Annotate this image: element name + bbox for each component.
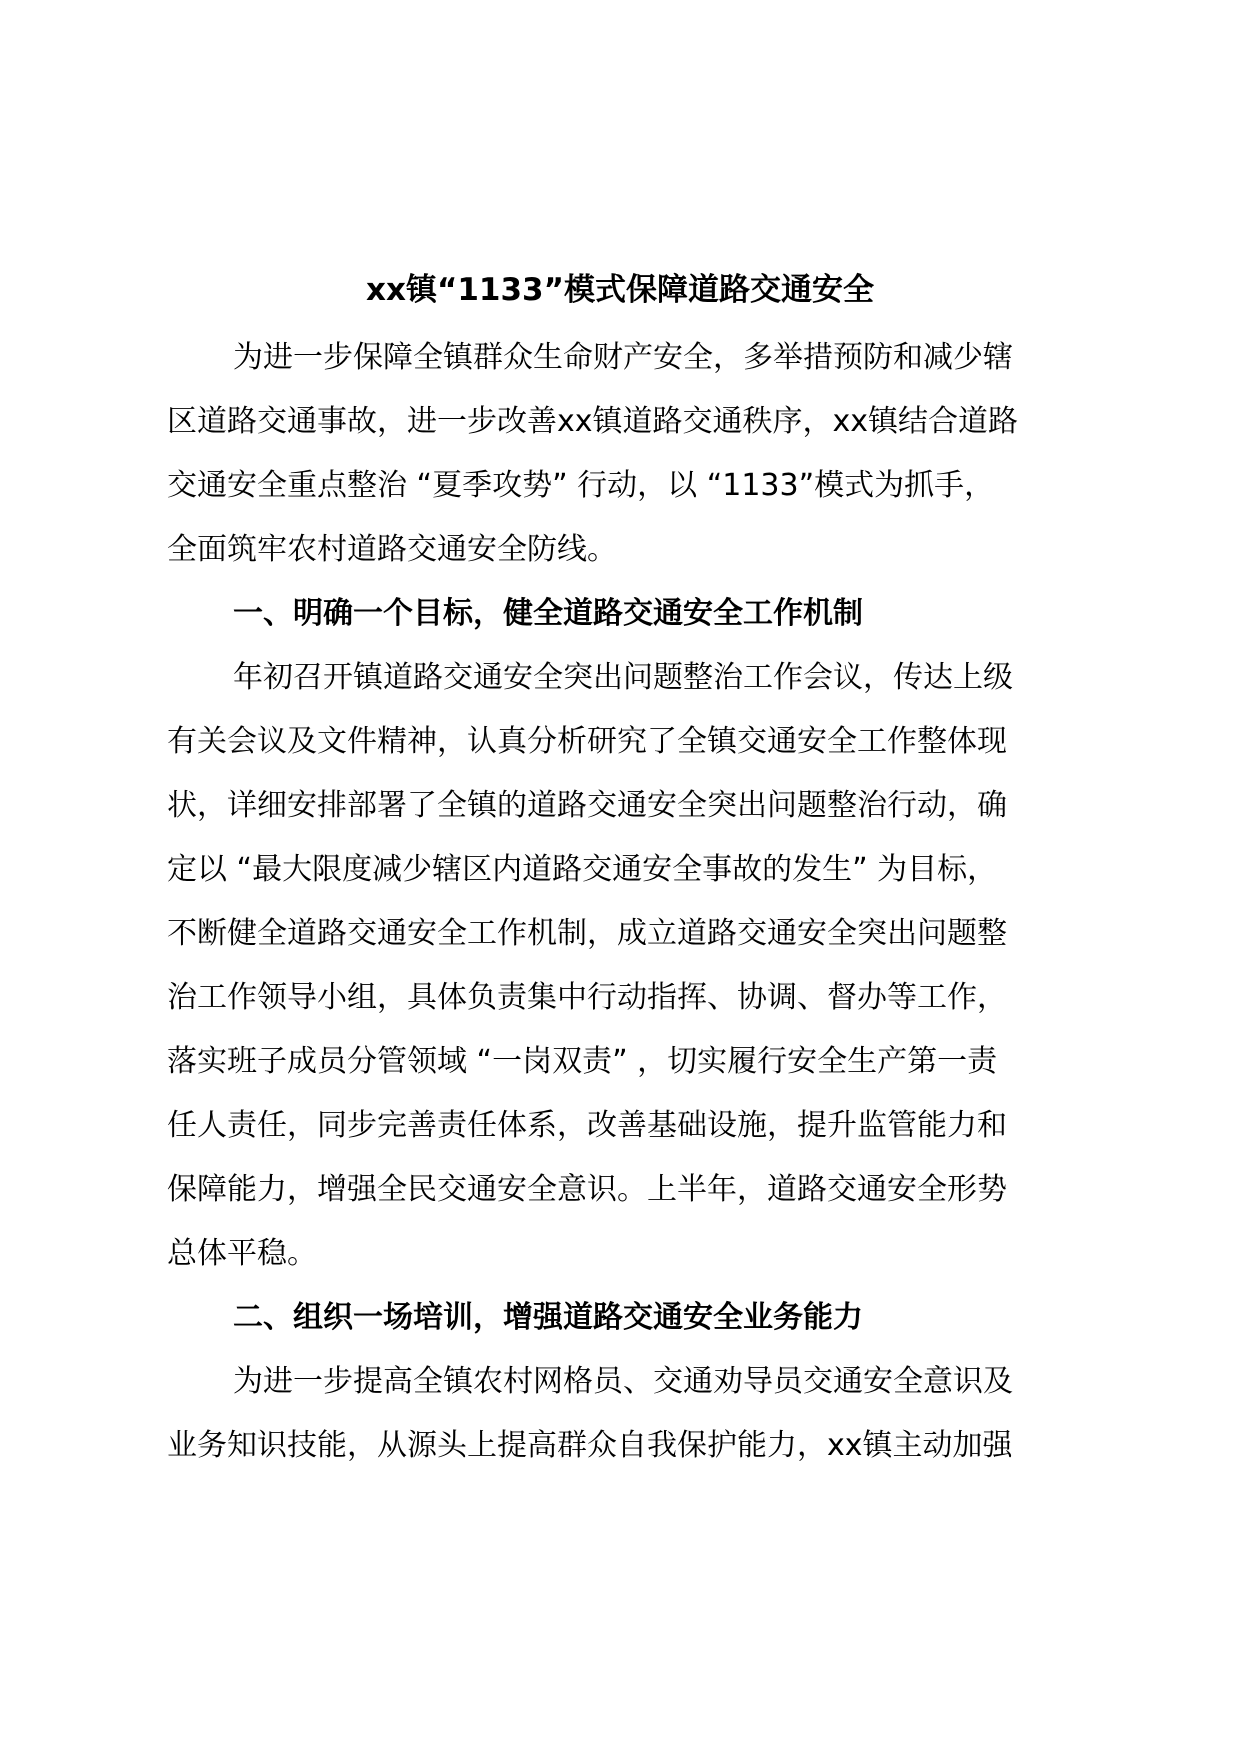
paragraph-line: 交通安全重点整治 “夏季攻势” 行动，以 “1133”模式为抓手，: [167, 468, 995, 503]
paragraph-line: 状，详细安排部署了全镇的道路交通安全突出问题整治行动，确: [167, 788, 1007, 823]
paragraph-line: 年初召开镇道路交通安全突出问题整治工作会议，传达上级: [233, 660, 1013, 695]
paragraph-line: 区道路交通事故，进一步改善xx镇道路交通秩序，xx镇结合道路: [167, 404, 1019, 439]
paragraph-line: 为进一步保障全镇群众生命财产安全，多举措预防和减少辖: [233, 340, 1013, 375]
paragraph-line: 全面筑牢农村道路交通安全防线。: [167, 532, 617, 567]
paragraph-line: 为进一步提高全镇农村网格员、交通劝导员交通安全意识及: [233, 1364, 1013, 1399]
paragraph-line: 有关会议及文件精神，认真分析研究了全镇交通安全工作整体现: [167, 724, 1007, 759]
paragraph-line: 定以 “最大限度减少辖区内道路交通安全事故的发生” 为目标，: [167, 852, 998, 887]
paragraph-line: 不断健全道路交通安全工作机制，成立道路交通安全突出问题整: [167, 916, 1007, 951]
document-title: xx镇“1133”模式保障道路交通安全: [365, 272, 875, 308]
paragraph-line: 业务知识技能，从源头上提高群众自我保护能力，xx镇主动加强: [167, 1428, 1013, 1463]
paragraph-line: 治工作领导小组，具体负责集中行动指挥、协调、督办等工作，: [167, 980, 1007, 1015]
paragraph-line: 落实班子成员分管领域 “一岗双责” ，切实履行安全生产第一责: [167, 1044, 998, 1079]
section-heading: 二、组织一场培训，增强道路交通安全业务能力: [233, 1300, 863, 1335]
paragraph-line: 任人责任，同步完善责任体系，改善基础设施，提升监管能力和: [167, 1108, 1007, 1143]
paragraph-line: 保障能力，增强全民交通安全意识。上半年，道路交通安全形势: [167, 1172, 1007, 1207]
section-heading: 一、明确一个目标，健全道路交通安全工作机制: [233, 596, 863, 631]
paragraph-line: 总体平稳。: [167, 1236, 317, 1271]
